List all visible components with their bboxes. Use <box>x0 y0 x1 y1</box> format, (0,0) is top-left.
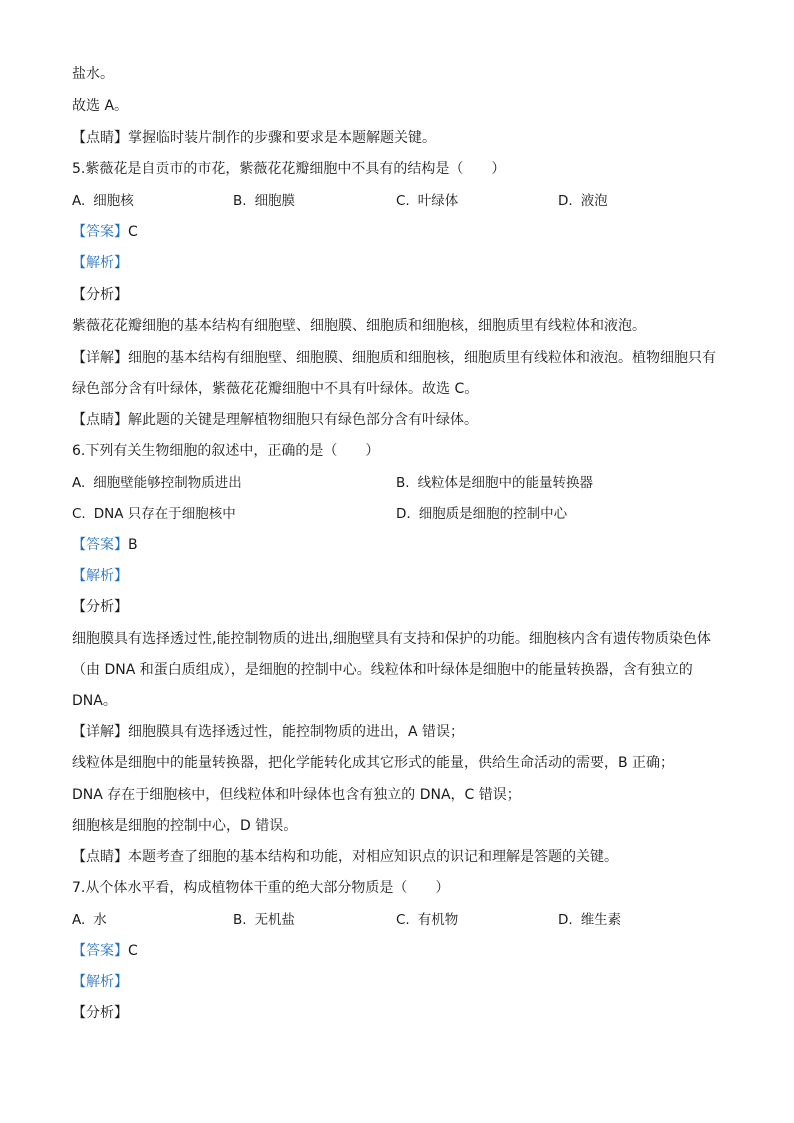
q5-stem: 5.紫薇花是自贡市的市花，紫薇花花瓣细胞中不具有的结构是（ ） <box>72 161 506 177</box>
dianjing-tag: 【点睛】 <box>72 130 128 146</box>
q6-option-a: A. 细胞壁能够控制物质进出 <box>72 475 242 491</box>
q7-fenxi-tag: 【分析】 <box>72 1005 128 1021</box>
xiangjie-tag: 【详解】 <box>72 350 128 366</box>
q5-option-b: B. 细胞膜 <box>233 193 296 209</box>
answer-tag: 【答案】 <box>72 537 128 553</box>
q5-jiexi-tag: 【解析】 <box>72 255 128 271</box>
q6-stem: 6.下列有关生物细胞的叙述中，正确的是（ ） <box>72 443 380 459</box>
q7-option-c: C. 有机物 <box>396 912 459 928</box>
q7-option-a: A. 水 <box>72 912 107 928</box>
q7-stem: 7.从个体水平看，构成植物体干重的绝大部分物质是（ ） <box>72 880 450 896</box>
dianjing-tag: 【点睛】 <box>72 412 128 428</box>
q7-jiexi-tag: 【解析】 <box>72 974 128 990</box>
dianjing-tag: 【点睛】 <box>72 849 128 865</box>
q5-answer <box>72 222 732 242</box>
answer-value: B <box>128 537 138 553</box>
q5-xiangjie-line-1: 【详解】细胞的基本结构有细胞壁、细胞膜、细胞质和细胞核，细胞质里有线粒体和液泡。植物细胞只有 <box>72 350 716 366</box>
answer-value: C <box>128 224 138 240</box>
q5-option-d: D. 液泡 <box>558 193 608 209</box>
q6-fenxi-line-2: （由 DNA 和蛋白质组成），是细胞的控制中心。线粒体和叶绿体是细胞中的能量转换器，含有独立的 <box>72 662 693 678</box>
xiangjie-tag: 【详解】 <box>72 724 128 740</box>
q5-option-c: C. 叶绿体 <box>396 193 459 209</box>
q6-option-d: D. 细胞质是细胞的控制中心 <box>396 506 568 522</box>
q6-xiangjie-line-1: 【详解】细胞膜具有选择透过性，能控制物质的进出，A 错误； <box>72 724 465 740</box>
dianjing-text: 解此题的关键是理解植物细胞只有绿色部分含有叶绿体。 <box>128 412 478 428</box>
q5-fenxi-text: 紫薇花花瓣细胞的基本结构有细胞壁、细胞膜、细胞质和细胞核，细胞质里有线粒体和液泡。 <box>72 318 646 334</box>
q5-fenxi-tag: 【分析】 <box>72 287 128 303</box>
q6-xiangjie-line-2: 线粒体是细胞中的能量转换器，把化学能转化成其它形式的能量，供给生命活动的需要，B 正确； <box>72 755 675 771</box>
q5-dianjing <box>72 410 732 430</box>
intro-line-2: 故选 A。 <box>72 98 129 114</box>
intro-dianjing <box>72 128 732 148</box>
dianjing-text: 掌握临时装片制作的步骤和要求是本题解题关键。 <box>128 130 436 146</box>
q6-option-c: C. DNA 只存在于细胞核中 <box>72 506 236 522</box>
q6-xiangjie-line-4: 细胞核是细胞的控制中心，D 错误。 <box>72 818 298 834</box>
q6-fenxi-line-3: DNA。 <box>72 693 117 709</box>
answer-tag: 【答案】 <box>72 224 128 240</box>
q6-jiexi-tag: 【解析】 <box>72 568 128 584</box>
q7-option-d: D. 维生素 <box>558 912 622 928</box>
dianjing-text: 本题考查了细胞的基本结构和功能，对相应知识点的识记和理解是答题的关键。 <box>128 849 618 865</box>
q5-option-a: A. 细胞核 <box>72 193 134 209</box>
answer-tag: 【答案】 <box>72 943 128 959</box>
q7-option-b: B. 无机盐 <box>233 912 296 928</box>
intro-line-1: 盐水。 <box>72 66 114 82</box>
q6-fenxi-line-1: 细胞膜具有选择透过性,能控制物质的进出,细胞壁具有支持和保护的功能。细胞核内含有遗传物质染色体 <box>72 631 711 647</box>
q6-answer <box>72 535 732 555</box>
q7-answer <box>72 941 732 961</box>
q6-fenxi-tag: 【分析】 <box>72 599 128 615</box>
q5-xiangjie-line-2: 绿色部分含有叶绿体，紫薇花花瓣细胞中不具有叶绿体。故选 C。 <box>72 381 479 397</box>
q6-dianjing <box>72 847 732 867</box>
q6-option-b: B. 线粒体是细胞中的能量转换器 <box>396 475 594 491</box>
answer-value: C <box>128 943 138 959</box>
q6-xiangjie-line-3: DNA 存在于细胞核中，但线粒体和叶绿体也含有独立的 DNA，C 错误； <box>72 787 521 803</box>
